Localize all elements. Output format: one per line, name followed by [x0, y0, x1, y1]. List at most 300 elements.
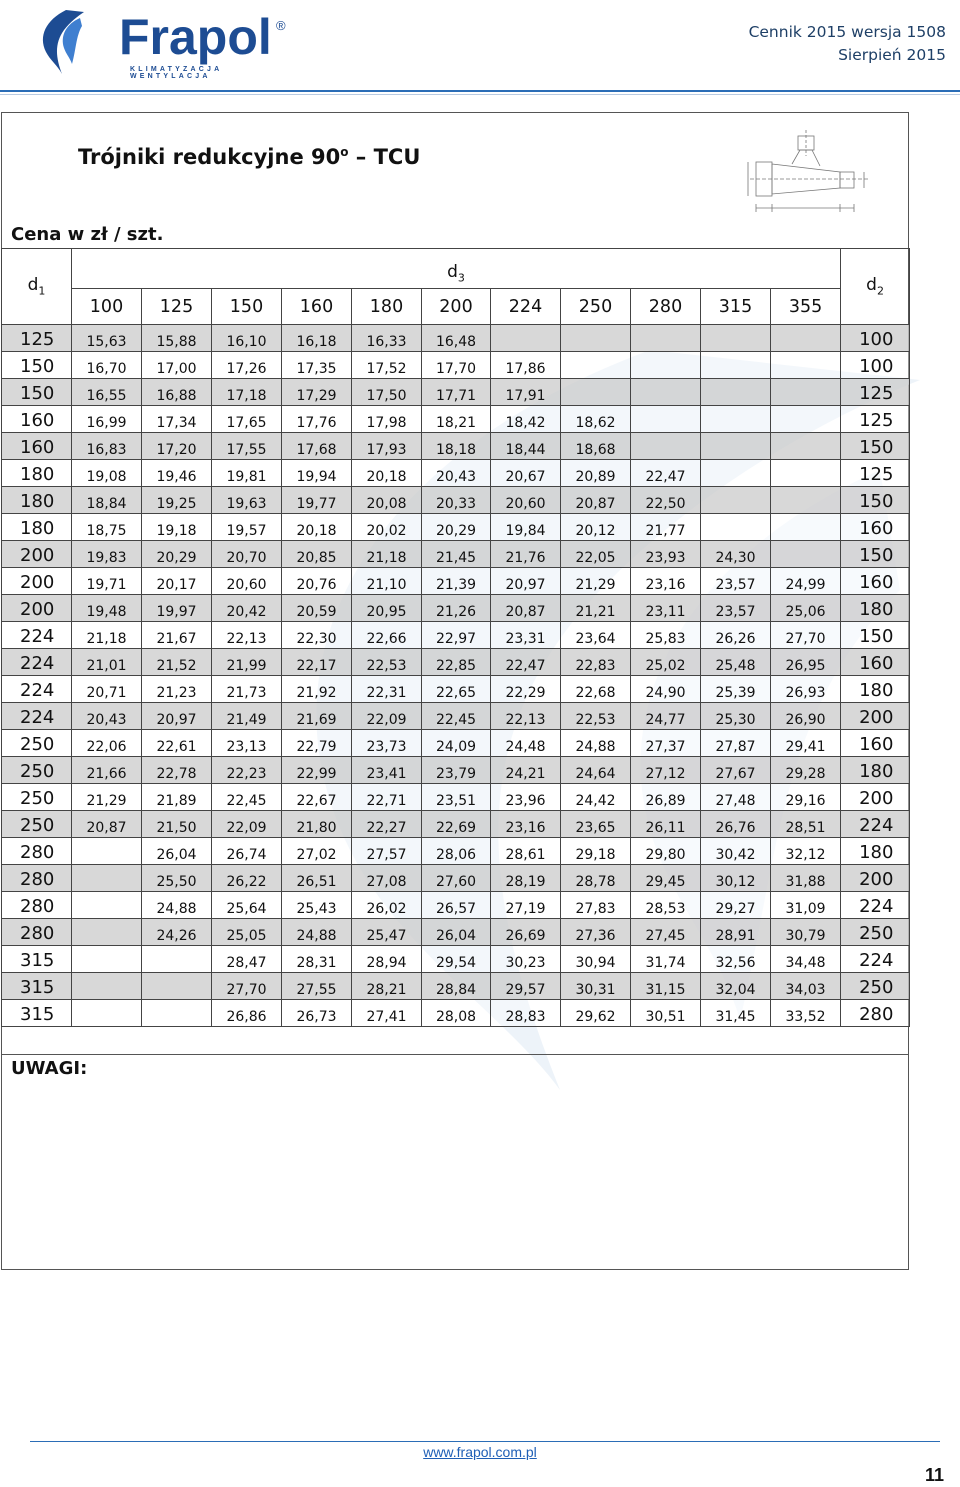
- price-cell: 23,57: [701, 595, 771, 622]
- price-cell: 20,60: [491, 487, 561, 514]
- logo-registered-mark: ®: [276, 18, 286, 33]
- price-cell: 20,12: [561, 514, 631, 541]
- d2-cell: 280: [841, 1000, 910, 1027]
- price-cell: [701, 433, 771, 460]
- price-cell: 22,27: [352, 811, 422, 838]
- price-cell: 30,31: [561, 973, 631, 1000]
- price-cell: 27,87: [701, 730, 771, 757]
- price-cell: 23,11: [631, 595, 701, 622]
- table-row: [2, 730, 910, 757]
- price-cell: 28,47: [212, 946, 282, 973]
- price-rows: [2, 325, 910, 1027]
- footer-divider: [30, 1441, 940, 1442]
- price-cell: 20,29: [142, 541, 212, 568]
- table-row: [2, 595, 910, 622]
- price-cell: 23,65: [561, 811, 631, 838]
- price-cell: 28,06: [422, 838, 491, 865]
- d1-cell: 180: [2, 460, 72, 487]
- price-cell: 21,18: [352, 541, 422, 568]
- price-cell: 33,52: [771, 1000, 841, 1027]
- d2-cell: 180: [841, 757, 910, 784]
- price-cell: 34,48: [771, 946, 841, 973]
- price-cell: 22,29: [491, 676, 561, 703]
- price-cell: [771, 352, 841, 379]
- price-cell: 18,18: [422, 433, 491, 460]
- price-cell: [631, 325, 701, 352]
- d2-cell: 160: [841, 730, 910, 757]
- price-cell: 15,88: [142, 325, 212, 352]
- d3-column-header: 355: [771, 289, 841, 325]
- price-cell: 25,05: [212, 919, 282, 946]
- d1-cell: 315: [2, 973, 72, 1000]
- price-cell: 19,08: [72, 460, 142, 487]
- d2-cell: 180: [841, 676, 910, 703]
- price-cell: 20,89: [561, 460, 631, 487]
- d3-column-header: 315: [701, 289, 771, 325]
- table-row: [2, 649, 910, 676]
- price-cell: 18,84: [72, 487, 142, 514]
- price-cell: 21,69: [282, 703, 352, 730]
- price-cell: 26,89: [631, 784, 701, 811]
- price-cell: 23,31: [491, 622, 561, 649]
- price-cell: 27,36: [561, 919, 631, 946]
- price-cell: 20,42: [212, 595, 282, 622]
- price-cell: 17,71: [422, 379, 491, 406]
- price-cell: 19,46: [142, 460, 212, 487]
- price-cell: 26,93: [771, 676, 841, 703]
- price-cell: 19,25: [142, 487, 212, 514]
- price-cell: 26,76: [701, 811, 771, 838]
- price-cell: 27,55: [282, 973, 352, 1000]
- d3-column-header: 150: [212, 289, 282, 325]
- price-cell: 22,71: [352, 784, 422, 811]
- d2-cell: 180: [841, 595, 910, 622]
- price-cell: 27,60: [422, 865, 491, 892]
- price-cell: 27,02: [282, 838, 352, 865]
- d1-cell: 250: [2, 784, 72, 811]
- price-cell: 27,12: [631, 757, 701, 784]
- d1-cell: 200: [2, 541, 72, 568]
- d2-cell: 150: [841, 487, 910, 514]
- price-cell: [771, 487, 841, 514]
- price-cell: 29,41: [771, 730, 841, 757]
- price-cell: 19,18: [142, 514, 212, 541]
- price-cell: 22,13: [491, 703, 561, 730]
- logo-swirl-icon: [36, 6, 86, 76]
- price-cell: [701, 325, 771, 352]
- price-cell: 30,51: [631, 1000, 701, 1027]
- price-cell: 21,76: [491, 541, 561, 568]
- price-cell: 22,78: [142, 757, 212, 784]
- price-cell: 31,45: [701, 1000, 771, 1027]
- price-cell: [771, 541, 841, 568]
- price-cell: 23,16: [491, 811, 561, 838]
- d2-cell: 200: [841, 784, 910, 811]
- price-cell: 25,50: [142, 865, 212, 892]
- price-cell: [72, 892, 142, 919]
- price-cell: 25,83: [631, 622, 701, 649]
- price-cell: 18,44: [491, 433, 561, 460]
- price-cell: 18,68: [561, 433, 631, 460]
- price-cell: 27,45: [631, 919, 701, 946]
- price-cell: 19,63: [212, 487, 282, 514]
- d1-cell: 315: [2, 1000, 72, 1027]
- price-cell: 25,06: [771, 595, 841, 622]
- price-cell: 24,99: [771, 568, 841, 595]
- price-cell: 28,51: [771, 811, 841, 838]
- price-cell: 22,83: [561, 649, 631, 676]
- table-row: [2, 892, 910, 919]
- table-row: [2, 865, 910, 892]
- price-cell: 21,73: [212, 676, 282, 703]
- price-cell: 26,57: [422, 892, 491, 919]
- page-title: Trójniki redukcyjne 90$^o$ – TCU: [78, 145, 421, 169]
- table-row: [2, 622, 910, 649]
- table-row: [2, 973, 910, 1000]
- price-cell: 25,30: [701, 703, 771, 730]
- price-cell: 22,05: [561, 541, 631, 568]
- price-cell: 20,18: [352, 460, 422, 487]
- logo-tagline: KLIMATYZACJA WENTYLACJA: [130, 66, 223, 80]
- d1-cell: 224: [2, 649, 72, 676]
- price-list-version: Cennik 2015 wersja 1508: [748, 23, 946, 41]
- header-divider-thin: [0, 94, 960, 95]
- table-row: [2, 946, 910, 973]
- price-cell: 21,77: [631, 514, 701, 541]
- d1-cell: 125: [2, 325, 72, 352]
- price-cell: 34,03: [771, 973, 841, 1000]
- price-cell: 26,73: [282, 1000, 352, 1027]
- price-cell: 32,56: [701, 946, 771, 973]
- price-cell: 19,71: [72, 568, 142, 595]
- price-cell: 24,88: [142, 892, 212, 919]
- price-cell: 16,48: [422, 325, 491, 352]
- price-cell: 22,13: [212, 622, 282, 649]
- price-cell: 24,48: [491, 730, 561, 757]
- d1-cell: 280: [2, 892, 72, 919]
- d1-cell: 200: [2, 568, 72, 595]
- price-cell: 23,73: [352, 730, 422, 757]
- price-cell: [72, 919, 142, 946]
- d1-cell: 160: [2, 433, 72, 460]
- table-row: [2, 460, 910, 487]
- price-cell: 31,88: [771, 865, 841, 892]
- price-cell: 22,06: [72, 730, 142, 757]
- price-cell: 20,18: [282, 514, 352, 541]
- price-cell: 20,70: [212, 541, 282, 568]
- price-cell: 17,35: [282, 352, 352, 379]
- price-cell: 17,50: [352, 379, 422, 406]
- price-cell: 23,64: [561, 622, 631, 649]
- d1-cell: 180: [2, 487, 72, 514]
- price-cell: [72, 1000, 142, 1027]
- price-cell: [142, 1000, 212, 1027]
- price-cell: 21,92: [282, 676, 352, 703]
- price-cell: 29,57: [491, 973, 561, 1000]
- d2-cell: 100: [841, 352, 910, 379]
- price-cell: [142, 946, 212, 973]
- price-cell: 31,15: [631, 973, 701, 1000]
- price-cell: 26,69: [491, 919, 561, 946]
- price-cell: 26,86: [212, 1000, 282, 1027]
- price-cell: 20,59: [282, 595, 352, 622]
- price-cell: 21,29: [72, 784, 142, 811]
- price-cell: 20,02: [352, 514, 422, 541]
- price-cell: 28,91: [701, 919, 771, 946]
- price-cell: 20,76: [282, 568, 352, 595]
- price-cell: 17,20: [142, 433, 212, 460]
- d2-header: $d_2$: [841, 249, 910, 325]
- price-cell: [72, 865, 142, 892]
- price-cell: [701, 406, 771, 433]
- table-row: [2, 541, 910, 568]
- price-cell: 20,29: [422, 514, 491, 541]
- d1-cell: 150: [2, 352, 72, 379]
- d2-cell: 160: [841, 568, 910, 595]
- price-cell: [72, 946, 142, 973]
- price-cell: 27,19: [491, 892, 561, 919]
- price-cell: 28,94: [352, 946, 422, 973]
- price-cell: 23,57: [701, 568, 771, 595]
- price-cell: [491, 325, 561, 352]
- price-cell: 22,65: [422, 676, 491, 703]
- d1-cell: 180: [2, 514, 72, 541]
- price-cell: 29,18: [561, 838, 631, 865]
- price-cell: 21,66: [72, 757, 142, 784]
- d2-cell: 250: [841, 973, 910, 1000]
- price-cell: 21,21: [561, 595, 631, 622]
- price-cell: 28,31: [282, 946, 352, 973]
- price-cell: 22,09: [352, 703, 422, 730]
- price-cell: 26,22: [212, 865, 282, 892]
- price-cell: 24,21: [491, 757, 561, 784]
- price-cell: 29,16: [771, 784, 841, 811]
- price-cell: 17,65: [212, 406, 282, 433]
- price-cell: 20,43: [422, 460, 491, 487]
- table-row: [2, 352, 910, 379]
- price-cell: 23,96: [491, 784, 561, 811]
- price-cell: 16,10: [212, 325, 282, 352]
- price-cell: 30,79: [771, 919, 841, 946]
- price-cell: 22,61: [142, 730, 212, 757]
- price-cell: 21,89: [142, 784, 212, 811]
- d2-cell: 160: [841, 649, 910, 676]
- d1-cell: 224: [2, 622, 72, 649]
- price-cell: [701, 379, 771, 406]
- degree-mark: o: [340, 145, 349, 159]
- d2-cell: 150: [841, 622, 910, 649]
- price-cell: 28,78: [561, 865, 631, 892]
- table-row: [2, 703, 910, 730]
- price-cell: 26,04: [422, 919, 491, 946]
- price-cell: 26,51: [282, 865, 352, 892]
- price-cell: 26,11: [631, 811, 701, 838]
- price-cell: 24,77: [631, 703, 701, 730]
- table-row: [2, 676, 910, 703]
- price-cell: 24,64: [561, 757, 631, 784]
- price-cell: 22,66: [352, 622, 422, 649]
- price-cell: 21,39: [422, 568, 491, 595]
- table-row: [2, 838, 910, 865]
- table-row: [2, 757, 910, 784]
- price-cell: [701, 514, 771, 541]
- price-cell: 17,00: [142, 352, 212, 379]
- price-cell: 32,04: [701, 973, 771, 1000]
- price-cell: 22,85: [422, 649, 491, 676]
- price-cell: 16,70: [72, 352, 142, 379]
- price-cell: 22,47: [491, 649, 561, 676]
- price-cell: 21,50: [142, 811, 212, 838]
- price-cell: 21,99: [212, 649, 282, 676]
- price-cell: 25,48: [701, 649, 771, 676]
- page-number: 11: [924, 1465, 944, 1485]
- table-row: [2, 325, 910, 352]
- frapol-logo: [36, 6, 286, 80]
- price-cell: 20,43: [72, 703, 142, 730]
- price-cell: 17,52: [352, 352, 422, 379]
- price-cell: 17,29: [282, 379, 352, 406]
- price-cell: 20,08: [352, 487, 422, 514]
- price-cell: 21,80: [282, 811, 352, 838]
- price-cell: 25,47: [352, 919, 422, 946]
- price-cell: [561, 325, 631, 352]
- logo-wordmark: Frapol: [119, 9, 272, 65]
- price-cell: 30,12: [701, 865, 771, 892]
- price-cell: 22,97: [422, 622, 491, 649]
- d3-column-header: 100: [72, 289, 142, 325]
- d3-column-header: 224: [491, 289, 561, 325]
- price-cell: 20,17: [142, 568, 212, 595]
- table-row: [2, 784, 910, 811]
- price-cell: [561, 352, 631, 379]
- d2-cell: 160: [841, 514, 910, 541]
- price-cell: 17,70: [422, 352, 491, 379]
- price-cell: 27,37: [631, 730, 701, 757]
- price-cell: 20,97: [491, 568, 561, 595]
- price-unit-label: Cena w zł / szt.: [11, 224, 164, 245]
- price-cell: 20,87: [72, 811, 142, 838]
- price-cell: 23,93: [631, 541, 701, 568]
- d1-cell: 280: [2, 838, 72, 865]
- price-table: [1, 248, 910, 1027]
- price-cell: 19,48: [72, 595, 142, 622]
- notes-label: UWAGI:: [11, 1058, 88, 1079]
- price-cell: 22,79: [282, 730, 352, 757]
- price-cell: 24,26: [142, 919, 212, 946]
- d3-column-header: 200: [422, 289, 491, 325]
- d3-column-header: 250: [561, 289, 631, 325]
- price-cell: 27,67: [701, 757, 771, 784]
- price-cell: 20,67: [491, 460, 561, 487]
- price-cell: 20,97: [142, 703, 212, 730]
- d1-cell: 150: [2, 379, 72, 406]
- table-row: [2, 406, 910, 433]
- price-cell: 30,23: [491, 946, 561, 973]
- price-cell: 21,45: [422, 541, 491, 568]
- price-cell: 23,79: [422, 757, 491, 784]
- price-cell: 20,85: [282, 541, 352, 568]
- price-cell: [771, 460, 841, 487]
- price-cell: 28,21: [352, 973, 422, 1000]
- d2-cell: 200: [841, 865, 910, 892]
- price-cell: 22,31: [352, 676, 422, 703]
- table-row: [2, 919, 910, 946]
- price-cell: 22,09: [212, 811, 282, 838]
- price-cell: 28,19: [491, 865, 561, 892]
- price-cell: 28,83: [491, 1000, 561, 1027]
- price-cell: 18,42: [491, 406, 561, 433]
- price-cell: 28,61: [491, 838, 561, 865]
- price-cell: 19,57: [212, 514, 282, 541]
- table-row: [2, 811, 910, 838]
- price-cell: [561, 379, 631, 406]
- price-cell: 27,70: [212, 973, 282, 1000]
- price-cell: 19,94: [282, 460, 352, 487]
- price-cell: [72, 838, 142, 865]
- price-list-date: Sierpień 2015: [838, 46, 946, 64]
- price-cell: 22,99: [282, 757, 352, 784]
- table-row: [2, 514, 910, 541]
- price-cell: 17,98: [352, 406, 422, 433]
- price-cell: 16,99: [72, 406, 142, 433]
- d2-cell: 224: [841, 892, 910, 919]
- price-cell: 21,23: [142, 676, 212, 703]
- d2-cell: 200: [841, 703, 910, 730]
- price-cell: 22,17: [282, 649, 352, 676]
- price-cell: 20,71: [72, 676, 142, 703]
- price-cell: 22,69: [422, 811, 491, 838]
- price-cell: 25,43: [282, 892, 352, 919]
- price-cell: 21,01: [72, 649, 142, 676]
- price-cell: [771, 406, 841, 433]
- price-cell: 17,86: [491, 352, 561, 379]
- price-cell: 24,88: [561, 730, 631, 757]
- price-cell: 26,90: [771, 703, 841, 730]
- price-cell: 22,45: [212, 784, 282, 811]
- price-cell: 26,26: [701, 622, 771, 649]
- price-cell: 31,09: [771, 892, 841, 919]
- price-cell: 29,45: [631, 865, 701, 892]
- d1-cell: 200: [2, 595, 72, 622]
- price-cell: 16,83: [72, 433, 142, 460]
- price-cell: 22,47: [631, 460, 701, 487]
- price-cell: 24,88: [282, 919, 352, 946]
- price-cell: 27,48: [701, 784, 771, 811]
- website-link[interactable]: www.frapol.com.pl: [423, 1444, 537, 1460]
- price-cell: [771, 379, 841, 406]
- d1-cell: 224: [2, 703, 72, 730]
- d1-cell: 315: [2, 946, 72, 973]
- price-cell: 22,50: [631, 487, 701, 514]
- price-cell: 16,33: [352, 325, 422, 352]
- price-cell: 22,53: [352, 649, 422, 676]
- price-cell: 29,80: [631, 838, 701, 865]
- price-cell: 16,18: [282, 325, 352, 352]
- price-cell: 17,93: [352, 433, 422, 460]
- price-cell: 17,18: [212, 379, 282, 406]
- price-cell: 24,30: [701, 541, 771, 568]
- price-cell: [631, 379, 701, 406]
- price-cell: 18,75: [72, 514, 142, 541]
- price-cell: 22,45: [422, 703, 491, 730]
- price-cell: 21,29: [561, 568, 631, 595]
- price-cell: [771, 325, 841, 352]
- price-cell: 20,87: [561, 487, 631, 514]
- d2-cell: 125: [841, 460, 910, 487]
- d2-cell: 250: [841, 919, 910, 946]
- price-cell: [72, 973, 142, 1000]
- price-cell: 28,08: [422, 1000, 491, 1027]
